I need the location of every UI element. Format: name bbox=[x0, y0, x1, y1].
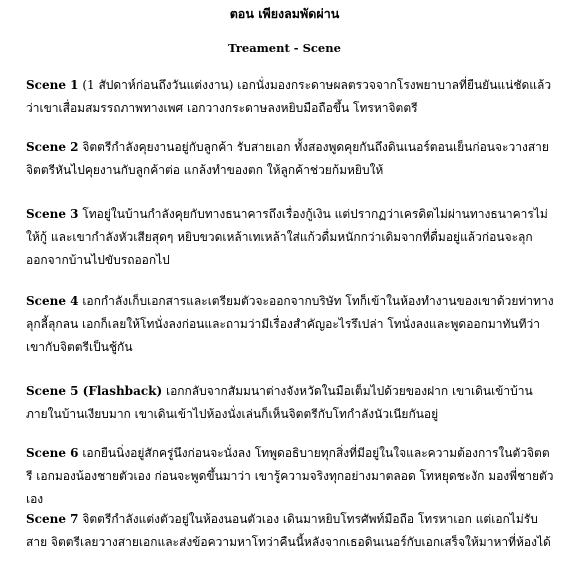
scene-text: เอกยืนนิ่งอยู่สักครู่นึงก่อนจะนั่งลง โทพูดอธิบายทุกสิ่งที่มีอยู่ในใจและความต้องการในตัวจิตตรี เอกมองน้องชายตัวเอง ก่อนจะพูดขึ้นมาว่า เขารู้ความจริงทุกอย่างมาตลอด โทหยุดชะงัก มองพี่ชายตัวเอง bbox=[26, 446, 554, 506]
scene-text: จิตตรีกำลังแต่งตัวอยู่ในห้องนอนตัวเอง เดินมาหยิบโทรศัพท์มือถือ โทรหาเอก แต่เอกไม่รับสาย จิตตรีเลยวางสายเอกและส่งข้อความหาโทว่าคืนนี้หลังจากเธอดินเนอร์กับเอกเสร็จให้มาหาที่ห้องได้ bbox=[26, 512, 551, 549]
document-title: ตอน เพียงลมพัดผ่าน bbox=[229, 6, 340, 21]
scene-label: Scene 3 bbox=[26, 207, 79, 221]
scene-paragraph-7 bbox=[26, 508, 554, 554]
scene-text: จิตตรีกำลังคุยงานอยู่กับลูกค้า รับสายเอก ทั้งสองพูดคุยกันถึงดินเนอร์ตอนเย็นก่อนจะวางสาย จิตตรีหันไปคุยงานกับลูกค้าต่อ แกล้งทำของตก ให้ลูกค้าช่วยก้มหยิบให้ bbox=[26, 140, 549, 177]
scene-text: เอกกำลังเก็บเอกสารและเตรียมตัวจะออกจากบริษัท โทก็เข้าในห้องทำงานของเขาด้วยท่าทางลุกลี้ลุกลน เอกก็เลยให้โทนั่งลงก่อนและถามว่ามีเรื่องสำคัญอะไรรึเปล่า โทนั่งลงและพูดออกมาทันทีว่าเขากับจิตตรีเป็นชู้กัน bbox=[26, 294, 554, 354]
scene-label: Scene 7 bbox=[26, 512, 79, 526]
scene-label: Scene 6 bbox=[26, 446, 79, 460]
scene-label: Scene 5 (Flashback) bbox=[26, 384, 163, 398]
document-subtitle: Treament - Scene bbox=[228, 41, 341, 55]
scene-label: Scene 1 bbox=[26, 78, 79, 92]
scene-text: เอกกลับจากสัมมนาต่างจังหวัดในมือเต็มไปด้วยของฝาก เขาเดินเข้าบ้าน ภายในบ้านเงียบมาก เขาเดินเข้าไปห้องนั่งเล่นก็เห็นจิตตรีกับโทกำลังนัวเนียกันอยู่ bbox=[26, 384, 533, 421]
scene-paragraph-4 bbox=[26, 290, 554, 359]
scene-label: Scene 2 bbox=[26, 140, 79, 154]
scene-paragraph-2 bbox=[26, 136, 554, 182]
scene-text: โทอยู่ในบ้านกำลังคุยกับทางธนาคารถึงเรื่องกู้เงิน แต่ปรากฏว่าเครดิตไม่ผ่านทางธนาคารไม่ให้กู้ และเขากำลังหัวเสียสุดๆ หยิบขวดเหล้าเทเหล้าใส่แก้วดื่มหนักกว่าเดิมจากที่ดื่มอยู่แล้วก่อนจะลุกออกจากบ้านไปขับรถออกไป bbox=[26, 207, 548, 267]
scene-label: Scene 4 bbox=[26, 294, 79, 308]
scene-text: (1 สัปดาห์ก่อนถึงวันแต่งงาน) เอกนั่งมองกระดาษผลตรวจจากโรงพยาบาลที่ยืนยันแน่ชัดแล้วว่าเขาเสื่อมสมรรถภาพทางเพศ เอกวางกระดาษลงหยิบมือถือขึ้น โทรหาจิตตรี bbox=[26, 78, 552, 115]
scene-paragraph-1 bbox=[26, 74, 554, 120]
scene-paragraph-6 bbox=[26, 442, 554, 511]
scene-paragraph-5 bbox=[26, 380, 554, 426]
scene-paragraph-3 bbox=[26, 203, 554, 272]
